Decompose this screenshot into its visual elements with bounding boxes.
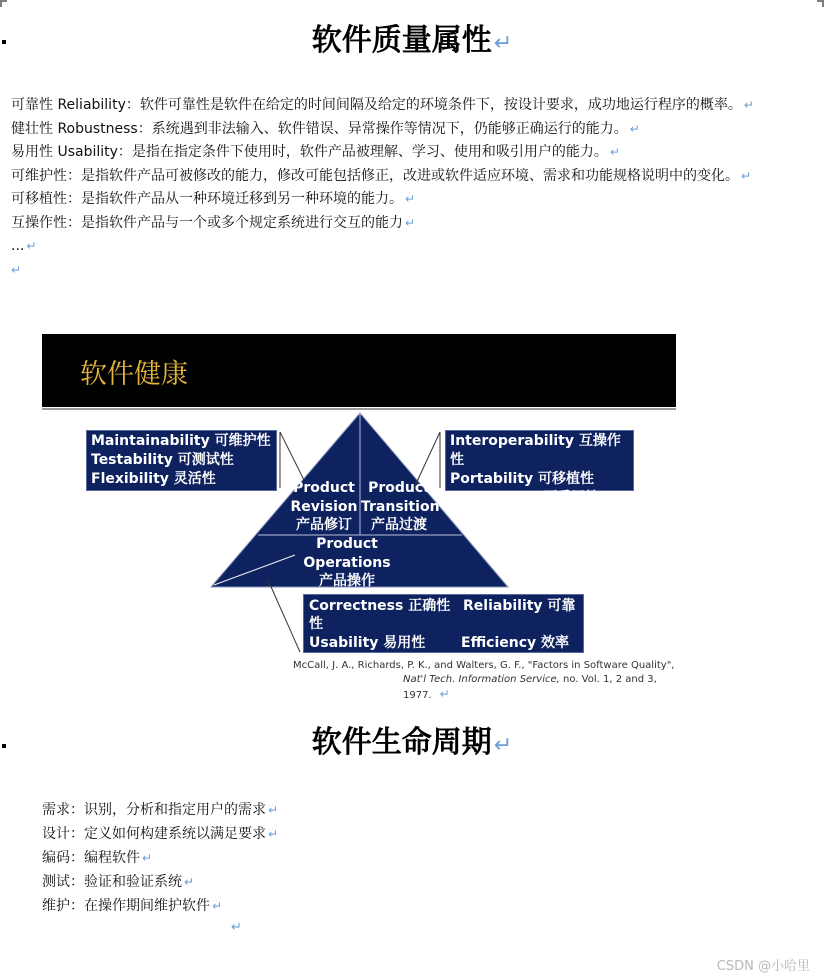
lifecycle-text: 维护：在操作期间维护软件 <box>42 898 210 914</box>
box-product-revision-factors <box>86 430 277 491</box>
citation-line-2 <box>293 673 693 703</box>
heading-lifecycle <box>0 723 824 766</box>
factor-usability: Usability 易用性 <box>309 635 426 651</box>
attr-text: 可移植性：是指软件产品从一种环境迁移到另一种环境的能力。 <box>11 191 403 207</box>
lifecycle-text: 测试：验证和验证系统 <box>42 874 182 890</box>
return-mark: ↵ <box>493 31 513 56</box>
return-mark: ↵ <box>184 875 195 889</box>
return-mark: ↵ <box>609 145 620 159</box>
lifecycle-requirements <box>42 798 278 822</box>
return-mark: ↵ <box>11 262 22 277</box>
return-mark: ↵ <box>268 803 279 817</box>
return-mark-empty: ↵ <box>231 920 242 935</box>
attr-text: ... <box>11 238 25 254</box>
attr-text: 互操作性：是指软件产品与一个或多个规定系统进行交互的能力 <box>11 214 403 231</box>
citation-italic: Nat'l Tech. Information Service, <box>403 674 560 685</box>
heading-text: 软件生命周期 <box>311 725 492 760</box>
return-mark: ↵ <box>741 168 752 183</box>
return-mark: ↵ <box>439 687 450 701</box>
lifecycle-design <box>42 822 278 846</box>
label-line: Product <box>368 480 430 496</box>
return-mark: ↵ <box>405 215 416 230</box>
label-line: Product <box>293 480 355 496</box>
label-line: Operations <box>303 554 391 571</box>
factor-reliability: Reliability 可靠 <box>463 598 576 614</box>
lifecycle-testing <box>42 870 194 894</box>
label-line: Product <box>316 536 378 552</box>
return-mark: ↵ <box>743 98 754 112</box>
label-product-revision <box>288 479 360 535</box>
return-mark: ↵ <box>268 827 279 841</box>
factor-interoperability: Interoperability 互操作性 <box>450 433 621 468</box>
attr-text: 易用性 Usability：是指在指定条件下使用时，软件产品被理解、学习、使用和吸引用户的能力。 <box>11 144 608 160</box>
connector-left <box>280 432 304 480</box>
citation-line-1: McCall, J. A., Richards, P. K., and Walters, G. F., "Factors in Software Quality", <box>293 660 675 671</box>
factor-maintainability: Maintainability 可维护性 <box>91 433 271 449</box>
factor-testability: Testability 可测试性 <box>91 452 234 468</box>
attr-text: 可维护性：是指软件产品可被修改的能力，修改可能包括修正，改进或软件适应环境、需求和功能规格说明中的变化。 <box>11 167 739 184</box>
connector-bottom-b <box>268 580 300 652</box>
return-mark: ↵ <box>212 899 223 913</box>
label-line: 产品修订 <box>296 517 352 533</box>
label-product-transition <box>361 479 440 535</box>
lifecycle-text: 编码：编程软件 <box>42 850 140 866</box>
return-mark: ↵ <box>26 239 37 253</box>
heading-text: 软件质量属性 <box>311 23 492 58</box>
factor-reliability-wrap: 性 <box>309 616 323 632</box>
lifecycle-text: 需求：识别，分析和指定用户的需求 <box>42 802 266 818</box>
attr-text: 可靠性 Reliability：软件可靠性是软件在给定的时间间隔及给定的环境条件下，按设计要求，成功地运行程序的概率。 <box>11 97 742 113</box>
factor-reusability: Reusability 可重用性 <box>450 490 600 506</box>
figure-citation <box>293 659 693 703</box>
citation-rest: no. Vol. 1, 2 and 3, 1977. <box>403 674 657 701</box>
box-product-operations-factors <box>303 594 584 653</box>
lifecycle-text: 设计：定义如何构建系统以满足要求 <box>42 826 266 842</box>
lifecycle-coding <box>42 846 152 870</box>
label-line: Transition <box>361 498 440 515</box>
label-line: Revision <box>290 498 358 515</box>
factor-flexibility: Flexibility 灵活性 <box>91 471 216 487</box>
factor-correctness: Correctness 正确性 <box>309 598 451 614</box>
return-mark: ↵ <box>142 851 153 865</box>
factor-efficiency: Efficiency 效率 <box>461 635 570 651</box>
label-line: 产品操作 <box>319 573 375 589</box>
return-mark: ↵ <box>493 733 513 758</box>
factor-portability: Portability 可移植性 <box>450 471 595 487</box>
return-mark: ↵ <box>629 121 640 136</box>
watermark: CSDN @小哈里 <box>716 959 810 974</box>
box-product-transition-factors <box>445 430 634 506</box>
slide-title: 软件健康 <box>80 359 188 390</box>
attr-text: 健壮性 Robustness：系统遇到非法输入、软件错误、异常操作等情况下，仍能够正确运行的能力。 <box>11 120 628 137</box>
label-product-operations <box>300 535 394 591</box>
lifecycle-maintenance <box>42 894 222 918</box>
label-line: 产品过渡 <box>371 517 427 533</box>
return-mark: ↵ <box>405 192 416 206</box>
